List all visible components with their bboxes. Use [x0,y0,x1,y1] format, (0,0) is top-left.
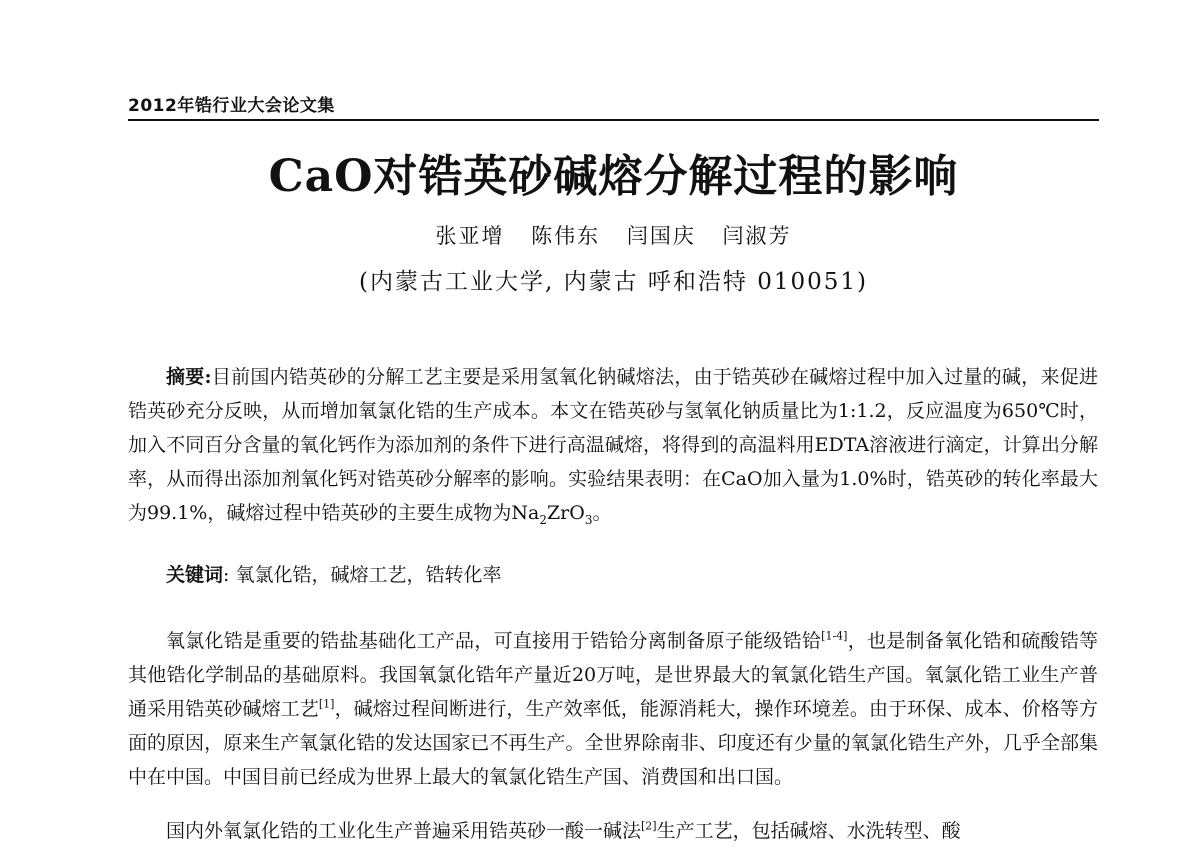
running-head: 2012年锆行业大会论文集 [128,96,335,116]
abstract-formula-zro: ZrO [546,502,585,524]
affiliation: (内蒙古工业大学, 内蒙古 呼和浩特 010051) [359,269,868,295]
keywords-line [128,558,1098,592]
author-list: 张亚增 陈伟东 闫国庆 闫淑芳 [435,224,792,248]
abstract-text: 目前国内锆英砂的分解工艺主要是采用氢氧化钠碱熔法，由于锆英砂在碱熔过程中加入过量的碱，来促进锆英砂充分反映，从而增加氧氯化锆的生产成本。本文在锆英砂与氢氧化钠质量比为1:1.2，反应温度为650℃时，加入不同百分含量的氧化钙作为添加剂的条件下进行高温碱熔，将得到的高温料用EDTA溶液进行滴定，计算出分解率，从而得出添加剂氧化钙对锆英砂分解率的影响。实验结果表明：在CaO加入量为1.0%时，锆英砂的转化率最大为99.1%，碱熔过程中锆英砂的主要生成物为Na [128,366,1098,524]
body-paragraph-2 [128,814,1098,848]
abstract-paragraph [128,360,1098,530]
body-p2-text-b: 生产工艺，包括碱熔、水洗转型、酸 [656,820,961,842]
body-paragraph-1 [128,624,1098,794]
citation-ref: [2] [641,819,657,833]
citation-ref: [1-4] [821,629,848,643]
body-p1-text-a: 氧氯化锆是重要的锆盐基础化工产品，可直接用于锆铪分离制备原子能级锆铪 [166,630,822,652]
citation-ref: [1] [318,697,335,711]
paper-title: CaO对锆英砂碱熔分解过程的影响 [268,151,959,202]
abstract-label: 摘要: [166,366,212,388]
keywords-label: 关键词 [166,564,224,586]
body-p2-text-a: 国内外氧氯化锆的工业化生产普遍采用锆英砂一酸一碱法 [166,820,642,842]
header-rule [128,119,1099,121]
body-p1-text-b: ，也是制备氧化锆和硫酸锆等其他锆化学制品的基础原料。我国氧氯化锆年产量近20万吨，是世界最大的氧氯化锆生产国。氧氯化锆工业生产普通采用锆英砂碱熔工艺 [128,630,1098,720]
abstract-end: 。 [592,502,612,524]
abstract-subscript-o: 3 [584,512,593,527]
body-p1-text-c: ，碱熔过程间断进行，生产效率低，能源消耗大，操作环境差。由于环保、成本、价格等方面的原因，原来生产氧氯化锆的发达国家已不再生产。全世界除南非、印度还有少量的氧氯化锆生产外，几乎全部集中在中国。中国目前已经成为世界上最大的氧氯化锆生产国、消费国和出口国。 [128,698,1098,788]
keywords-text: : 氧氯化锆，碱熔工艺，锆转化率 [223,564,502,586]
abstract-subscript-na: 2 [539,512,547,527]
